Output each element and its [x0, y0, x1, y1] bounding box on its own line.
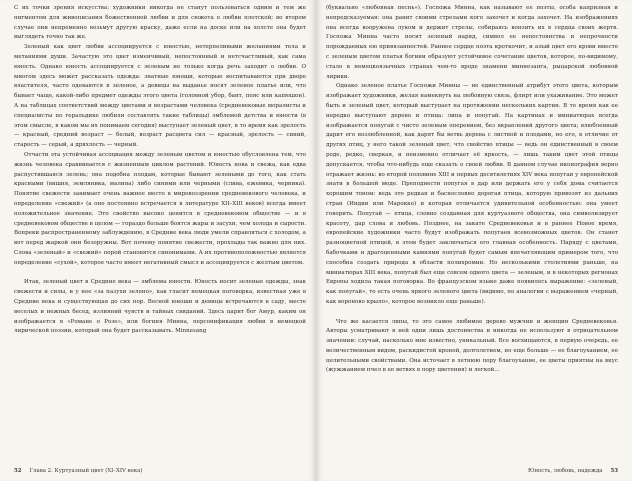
left-paragraph-4: Итак, зеленый цвет в Средние века — эмблема юности. Юность носит зеленые одежды, знак свежести и силы, и у нее «за пазухи зелено», как гласит немецкая поговорка, известная уже в Средние века и существующая до сих пор. Весной юноши и девицы встречаются в саду, месте веселых и нежных бесед, излияний чувств и тайных свиданий. Здесь царит бог Амур, каким он изображается в «Романе о Розе», или богиня Минна, персонификация любви в немецкой лирической поэзии, который она будет рассказывать. Minnesang [14, 279, 306, 335]
left-paragraph-1: С их точки зрения искусства: художники никогда не станут пользоваться одним и тем же пигментом для живописания божественной любви и для сюжета о любви плотской; во втором случае они непременно возьмут другую краску, даже если на доске или на холсте она будет выглядеть точно так же. [14, 5, 306, 41]
right-footer [528, 467, 618, 475]
left-page-number: 52 [14, 468, 22, 474]
section-gap [14, 269, 306, 279]
right-page-number: 53 [610, 468, 618, 474]
right-running-head: Юность, любовь, надежда [528, 468, 603, 474]
right-paragraph-1: (буквально «любовная песнь»). Госпожа Минна, как называют ее поэты, особа капризная и непредсказуемая: она ранит своими стрелами кого захочет и когда захочет. На изображениях она всегда вооружена луком и держит стрелы, собираясь вонзить их в сердца своих жертв. Госпожа Минна часто носит зеленый наряд, символ ее непостоянства и непрочности порождаемых ею привязанностей. Раннее сердце поэта кроткочит, и алый цвет его крови вместе с зеленым цветом платья богини образуют устойчивое сочетание цветов, которое, по-видимому, стало в немецкоязычных странах чем-то вроде знамени миннезанга, рыцарской любовной лирики. [326, 5, 618, 80]
right-paragraph-2: Однако зеленое платье Госпожи Минны — не единственный атрибут этого цвета, которым изображает художники, желая намекнуть на любовную связь, флирт или ухаживание. Это может быть и зеленый цвет, который выступает на протяжении нескольких картин. В то время как ее нередко выступают дерево и птица: липа и попугай. На картинах и миниатюрах всегда изображается попугай с чисто зеленым оперением, без вкраплений другого цвета; влюбленный дарит его возлюбленной, как дарят бы ветвь дерева с листвой и плодами, но его, в отличие от других птиц, у него такой зеленый цвет, что свойство птицы — ведь он единственный в своем роде, редко, сверкая, и неизменно отличает её яркость, — лишь таким цвет этой птицы допускается, чтобы что-нибудь еще сказать о своей любви. В данном случае иконография верно отражает жизнь: во второй половине XIII и первых десятилетиях XIV века попугаи у европейской знати в большой моде. Преподнести попугая в дар или держать его у себя дома считается хорошим тоном: ведь это редкая и баснословно дорогая птица, которую привозят из дальних стран (Индии или Марокко) и которая отличается удивительной особенностью: она умеет говорить. Попугай — птица, словно созданная для куртуазного общества, она символизирует красоту, дар слова и любовь. Позднее, на закате Средневековья и в раннее Новое время, европейские художники часто будут изображать попугаев всевозможных цветов. Он станет разноцветной птицей, в этом будет заключаться его главная особенность. Наряду с цветами, бабочками и драгоценными камнями попугай будет самым впечатляющим примером того, что способна создать природа в области полихромии. Но несколькими столетиями раньше, на миниатюрах XIII века, попугай был еще совсем одного цвета — зеленым, и в некоторых регионах Европы ходила такая поговорка. Во французском языке даже появилось выражение: «зеленый, как попугай», то есть очень яркого зеленого цвета (видимо, по аналогии с выражением «черный, как вороново крыло», которое возникло еще раньше). [326, 83, 618, 305]
right-page [316, 0, 632, 481]
left-footer [14, 467, 142, 475]
left-paragraph-3: Отчасти эта устойчивая ассоциация между зеленым цветом и юностью обусловлена тем, что жизнь человека сравнивается с жизненным циклом растений. Юность нова и свежа, как едва распустившаяся зелень; она подобна плодам, которые бывают зелеными до того, как стать красными (вишня, земляника, малина) либо синими или черными (слива, ежевика, черника). Понятие свежести занимает очень важное место в мировоззрении средневекового человека, и определение «свежий» (а оно постоянно встречается в литературе XII–XIII веков) всегда имеет положительное значение. Это свойство высоко ценится в средневековом обществе — и в средневековом обществе в целом — гораздо больше боятся жары и засухи, чем холода и сырости. Вопреки распространенному заблуждению, в Средние века люди умели справляться с холодом, а вот перед жаркой они безоружны. Вот почему понятие свежести, прохлады так важно для них. Слова «зеленый» и «свежий» порой становятся синонимами. А их противоположностью является определение «сухой», которое часто имеет негативный смысл и ассоциируется с желтым цветом. [14, 151, 306, 266]
left-paragraph-2: Зеленый как цвет любви ассоциируется с юностью, нетерпеливыми желаниями тела и метаниями души. Зачастую это цвет изменчивый, непостоянный и нетсчастливый, как сама юность. Однако юность ассоциируется с зеленым не только когда речь заходит о любви. О многом здесь может рассказать одежда: знатные юноши, которые воспитываются при дворе властителя, часто одеваются в зеленое, а девицы на выданье носят зеленое платье или, что бывает чаще, какой-либо предмет одежды этого цвета (головной убор, бант, пояс или капюшон). А на таблицах соответствий между цветами и возрастами человека (средневековые моралисты и специалисты по геральдике любили составлять такие таблицы) эмблемой детства и юности (в этом смысле, в каком мы их понимаем сегодня) выступает зеленый цвет, в то время как зрелость — красный, средний возраст — белый, возраст расцвета сил — красный, зрелость — синий, старость — серый, а дряхлость — черный. [14, 44, 306, 149]
left-running-head: Глава 2. Куртуазный цвет (XI–XIV века) [29, 468, 143, 474]
right-paragraph-3: Что же касается липы, то это самое любимое дерево мужчин и женщин Средневековья. Авторы усматривают в ней одни лишь достоинства и никогда не используют в отрицательном значении: случай, насколько мне известно, уникальный. Все восхищаются, в первую очередь, ее величественным видом, раскидистой кроной, долголетием, но еще больше — ее благоуханием, ее целительными свойствами. Она источает в летнюю пору благоухание, ее цветы приятны на вкус (жужжанием пчел в ее ветвях в пору цветения) и легкой... [326, 318, 618, 374]
section-gap-right [326, 308, 618, 318]
